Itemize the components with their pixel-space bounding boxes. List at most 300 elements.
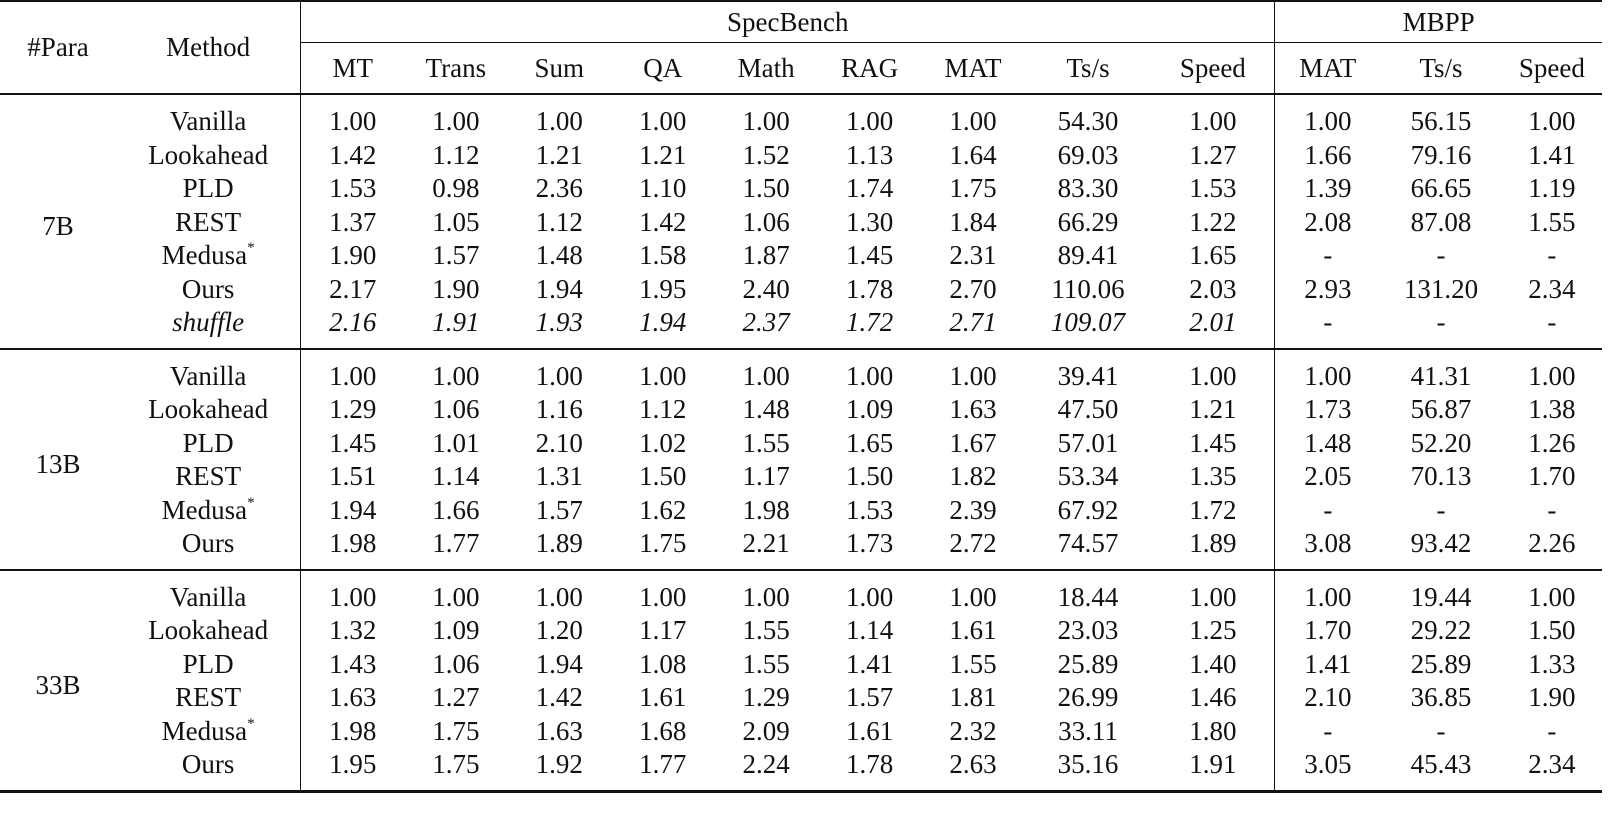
method-cell: [116, 172, 301, 206]
spec-value-cell: 1.00: [639, 581, 687, 612]
spec-value-cell: 1.93: [508, 306, 611, 349]
spec-value-cell: 1.00: [301, 570, 404, 615]
spec-value-cell: 1.65: [845, 427, 894, 458]
mbpp-value-cell: 1.90: [1528, 682, 1576, 713]
spec-value-cell: 2.01: [1151, 306, 1274, 349]
spec-value-cell: 1.00: [742, 360, 790, 391]
spec-value-cell: 0.98: [432, 173, 480, 204]
spec-value-cell: 1.20: [535, 615, 583, 646]
spec-value-cell: 1.98: [301, 715, 404, 749]
spec-value-cell: 1.21: [639, 139, 687, 170]
spec-value-cell: 1.00: [949, 106, 997, 137]
spec-value-cell: 1.41: [845, 648, 894, 679]
spec-value-cell: 1.98: [301, 527, 404, 570]
table-row: [0, 94, 1602, 139]
spec-value-cell: 1.00: [1189, 106, 1237, 137]
method-cell: [116, 715, 301, 749]
spec-value-cell: 1.77: [611, 748, 714, 791]
spec-value-cell: 2.72: [921, 527, 1024, 570]
mbpp-value-cell: 1.00: [1275, 570, 1381, 615]
spec-value-cell: 1.72: [1189, 494, 1237, 525]
method-cell: [116, 648, 301, 682]
spec-value-cell: 33.11: [1058, 715, 1118, 746]
method-cell: [116, 460, 301, 494]
spec-value-cell: 1.00: [742, 581, 790, 612]
spec-value-cell: 1.00: [432, 581, 480, 612]
mbpp-value-cell: 29.22: [1410, 615, 1472, 646]
spec-value-cell: 1.14: [845, 615, 894, 646]
spec-value-cell: 1.00: [535, 106, 583, 137]
mbpp-value-cell: 56.87: [1410, 394, 1472, 425]
spec-value-cell: 1.66: [432, 494, 480, 525]
spec-value-cell: 1.95: [301, 748, 404, 791]
footnote-marker: *: [247, 494, 255, 511]
table-row: [0, 273, 1602, 307]
para-header: #Para: [0, 1, 116, 94]
spec-value-cell: 1.73: [818, 527, 921, 570]
spec-value-cell: 1.57: [845, 682, 894, 713]
spec-value-cell: 2.17: [301, 273, 404, 307]
spec-value-cell: 1.63: [535, 715, 583, 746]
spec-value-cell: 1.52: [742, 139, 790, 170]
spec-value-cell: 1.57: [432, 240, 480, 271]
spec-value-cell: 1.06: [432, 648, 480, 679]
spec-value-cell: 1.53: [1189, 173, 1237, 204]
group-header-row: [0, 1, 1602, 43]
spec-value-cell: 1.78: [818, 748, 921, 791]
spec-value-cell: 2.24: [714, 748, 817, 791]
spec-value-cell: 1.55: [742, 427, 790, 458]
mbpp-value-cell: 1.00: [1275, 349, 1381, 394]
method-label: REST: [175, 206, 242, 237]
method-cell: [116, 570, 301, 615]
mbpp-value-cell: 41.31: [1410, 360, 1472, 391]
mbpp-value-cell: -: [1547, 494, 1557, 525]
spec-value-cell: 1.35: [1189, 461, 1237, 492]
mbpp-value-cell: 1.00: [1528, 106, 1576, 137]
mbpp-value-cell: 3.05: [1275, 748, 1381, 791]
spec-value-cell: 54.30: [1057, 106, 1119, 137]
mbpp-value-cell: -: [1547, 715, 1557, 746]
table-row: [0, 681, 1602, 715]
method-label: Lookahead: [148, 615, 269, 646]
spec-value-cell: 1.61: [845, 715, 894, 746]
mbpp-value-cell: 19.44: [1410, 581, 1472, 612]
method-cell: [116, 239, 301, 273]
method-cell: [116, 427, 301, 461]
mbpp-value-cell: 36.85: [1410, 682, 1472, 713]
spec-value-cell: 1.51: [301, 460, 404, 494]
method-label: PLD: [182, 648, 234, 679]
col-header-spec-math: Math: [714, 43, 817, 95]
spec-value-cell: 1.00: [432, 360, 480, 391]
mbpp-value-cell: -: [1547, 240, 1557, 271]
table-row: [0, 715, 1602, 749]
spec-value-cell: 2.70: [949, 273, 997, 304]
mbpp-value-cell: 1.00: [1275, 94, 1381, 139]
spec-value-cell: 1.00: [845, 360, 894, 391]
mbpp-value-cell: -: [1380, 306, 1501, 349]
mbpp-value-cell: 1.38: [1528, 394, 1576, 425]
spec-value-cell: 1.55: [949, 648, 997, 679]
mbpp-value-cell: 2.93: [1275, 273, 1381, 307]
mbpp-value-cell: 2.34: [1528, 273, 1576, 304]
spec-value-cell: 1.25: [1189, 615, 1237, 646]
spec-value-cell: 57.01: [1057, 427, 1119, 458]
mbpp-value-cell: 45.43: [1380, 748, 1501, 791]
spec-value-cell: 66.29: [1057, 206, 1119, 237]
spec-value-cell: 1.05: [432, 206, 480, 237]
mbpp-value-cell: -: [1275, 715, 1381, 749]
mbpp-value-cell: 1.70: [1528, 461, 1576, 492]
spec-value-cell: 1.80: [1189, 715, 1237, 746]
spec-value-cell: 1.82: [949, 461, 997, 492]
mbpp-value-cell: -: [1502, 306, 1602, 349]
spec-value-cell: 1.00: [639, 360, 687, 391]
method-cell: [116, 306, 301, 349]
spec-value-cell: 2.39: [949, 494, 997, 525]
method-label: shuffle: [172, 307, 245, 338]
spec-value-cell: 1.64: [949, 139, 997, 170]
spec-value-cell: 1.14: [432, 461, 480, 492]
method-cell: [116, 273, 301, 307]
method-label: Vanilla: [169, 106, 247, 137]
spec-value-cell: 1.55: [742, 648, 790, 679]
param-size-cell: 13B: [0, 349, 116, 570]
table-row: [0, 748, 1602, 791]
table-row: [0, 460, 1602, 494]
spec-value-cell: 1.63: [949, 394, 997, 425]
spec-value-cell: 1.90: [432, 273, 480, 304]
method-label: Medusa: [161, 494, 248, 525]
param-size-cell: 33B: [0, 570, 116, 792]
spec-value-cell: 1.46: [1189, 682, 1237, 713]
spec-value-cell: 1.00: [301, 349, 404, 394]
col-header-spec-mt: MT: [301, 43, 404, 95]
spec-value-cell: 1.53: [301, 172, 404, 206]
table-row: [0, 206, 1602, 240]
spec-value-cell: 1.00: [432, 106, 480, 137]
spec-value-cell: 1.00: [301, 94, 404, 139]
spec-value-cell: 1.65: [1189, 240, 1237, 271]
spec-value-cell: 1.61: [639, 682, 687, 713]
spec-value-cell: 1.00: [535, 581, 583, 612]
spec-value-cell: 1.17: [742, 461, 790, 492]
spec-value-cell: 1.37: [301, 206, 404, 240]
table-row: [0, 494, 1602, 528]
spec-value-cell: 67.92: [1057, 494, 1119, 525]
spec-value-cell: 1.27: [432, 682, 480, 713]
method-cell: [116, 527, 301, 570]
spec-value-cell: 1.00: [949, 360, 997, 391]
spec-value-cell: 47.50: [1057, 394, 1119, 425]
spec-value-cell: 1.17: [639, 615, 687, 646]
spec-value-cell: 1.13: [845, 139, 894, 170]
mbpp-value-cell: 2.10: [1275, 681, 1381, 715]
spec-value-cell: 18.44: [1057, 581, 1119, 612]
spec-value-cell: 1.00: [742, 106, 790, 137]
spec-value-cell: 1.77: [404, 527, 507, 570]
method-label: PLD: [182, 427, 234, 458]
table-row: [0, 306, 1602, 349]
col-header-spec-speed: Speed: [1151, 43, 1274, 95]
table-row: [0, 239, 1602, 273]
spec-value-cell: 1.21: [535, 139, 583, 170]
spec-value-cell: 1.29: [301, 393, 404, 427]
mbpp-value-cell: -: [1275, 239, 1381, 273]
mbpp-value-cell: 1.66: [1275, 139, 1381, 173]
spec-value-cell: 1.74: [845, 173, 894, 204]
spec-value-cell: 1.67: [949, 427, 997, 458]
param-size-cell: 7B: [0, 94, 116, 349]
mbpp-value-cell: 131.20: [1403, 273, 1479, 304]
method-label: REST: [175, 461, 242, 492]
mbpp-value-cell: 1.39: [1275, 172, 1381, 206]
table-row: [0, 614, 1602, 648]
mbpp-value-cell: -: [1275, 494, 1381, 528]
col-header-mbpp-ts-s: Ts/s: [1380, 43, 1501, 95]
mbpp-value-cell: 66.65: [1410, 173, 1472, 204]
method-label: REST: [175, 682, 242, 713]
spec-value-cell: 89.41: [1057, 240, 1119, 271]
spec-value-cell: 1.89: [1151, 527, 1274, 570]
method-header: Method: [116, 1, 301, 94]
col-header-mbpp-speed: Speed: [1502, 43, 1602, 95]
mbpp-value-cell: 1.00: [1528, 581, 1576, 612]
spec-value-cell: 1.94: [535, 273, 583, 304]
spec-value-cell: 1.68: [639, 715, 687, 746]
spec-value-cell: 1.31: [535, 461, 583, 492]
spec-value-cell: 1.22: [1189, 206, 1237, 237]
spec-value-cell: 74.57: [1025, 527, 1152, 570]
spec-value-cell: 2.71: [921, 306, 1024, 349]
table-body: [0, 94, 1602, 791]
table-row: [0, 427, 1602, 461]
spec-value-cell: 1.00: [845, 106, 894, 137]
spec-value-cell: 1.10: [639, 173, 687, 204]
mbpp-value-cell: 1.48: [1275, 427, 1381, 461]
spec-value-cell: 1.21: [1189, 394, 1237, 425]
spec-value-cell: 2.36: [535, 173, 583, 204]
method-label: PLD: [182, 173, 234, 204]
mbpp-value-cell: 25.89: [1410, 648, 1472, 679]
method-cell: [116, 494, 301, 528]
mbpp-value-cell: -: [1275, 306, 1381, 349]
spec-value-cell: 1.57: [535, 494, 583, 525]
mbpp-value-cell: 70.13: [1410, 461, 1472, 492]
spec-value-cell: 1.90: [301, 239, 404, 273]
spec-value-cell: 2.16: [301, 306, 404, 349]
mbpp-value-cell: 1.41: [1275, 648, 1381, 682]
spec-value-cell: 1.89: [508, 527, 611, 570]
spec-value-cell: 83.30: [1057, 173, 1119, 204]
table-row: [0, 527, 1602, 570]
spec-value-cell: 1.75: [404, 748, 507, 791]
spec-value-cell: 1.50: [845, 461, 894, 492]
spec-value-cell: 1.48: [742, 394, 790, 425]
spec-value-cell: 1.00: [949, 581, 997, 612]
mbpp-value-cell: 3.08: [1275, 527, 1381, 570]
mbpp-value-cell: 1.70: [1275, 614, 1381, 648]
spec-value-cell: 2.21: [714, 527, 817, 570]
spec-value-cell: 1.45: [1189, 427, 1237, 458]
spec-value-cell: 109.07: [1025, 306, 1152, 349]
spec-value-cell: 1.55: [742, 615, 790, 646]
method-label: Ours: [181, 749, 235, 780]
mbpp-value-cell: -: [1436, 240, 1446, 271]
method-cell: [116, 393, 301, 427]
method-label: Medusa: [161, 240, 248, 271]
col-header-spec-mat: MAT: [921, 43, 1024, 95]
spec-value-cell: 1.75: [611, 527, 714, 570]
method-cell: [116, 349, 301, 394]
mbpp-value-cell: 1.55: [1528, 206, 1576, 237]
method-label: Lookahead: [148, 394, 269, 425]
spec-value-cell: 1.81: [949, 682, 997, 713]
mbpp-value-cell: 2.08: [1275, 206, 1381, 240]
spec-value-cell: 1.01: [432, 427, 480, 458]
footnote-marker: *: [247, 715, 255, 732]
mbpp-group-header: MBPP: [1275, 1, 1602, 43]
spec-value-cell: 1.27: [1189, 139, 1237, 170]
spec-value-cell: 1.62: [639, 494, 687, 525]
spec-value-cell: 1.32: [301, 614, 404, 648]
spec-value-cell: 1.09: [432, 615, 480, 646]
spec-value-cell: 1.95: [639, 273, 687, 304]
method-cell: [116, 139, 301, 173]
spec-value-cell: 1.06: [742, 206, 790, 237]
mbpp-value-cell: 1.50: [1528, 615, 1576, 646]
spec-value-cell: 110.06: [1051, 273, 1125, 304]
spec-value-cell: 39.41: [1057, 360, 1119, 391]
method-label: Vanilla: [169, 360, 247, 391]
mbpp-value-cell: 87.08: [1410, 206, 1472, 237]
spec-value-cell: 1.00: [1189, 581, 1237, 612]
spec-value-cell: 1.45: [301, 427, 404, 461]
mbpp-value-cell: 56.15: [1410, 106, 1472, 137]
footnote-marker: *: [247, 240, 255, 257]
mbpp-value-cell: -: [1436, 715, 1446, 746]
spec-value-cell: 1.16: [535, 394, 583, 425]
spec-value-cell: 2.40: [742, 273, 790, 304]
spec-value-cell: 1.02: [639, 427, 687, 458]
method-label: Lookahead: [148, 139, 269, 170]
spec-value-cell: 1.09: [845, 394, 894, 425]
spec-value-cell: 1.53: [845, 494, 894, 525]
spec-value-cell: 1.42: [639, 206, 687, 237]
table-row: [0, 172, 1602, 206]
spec-value-cell: 1.45: [845, 240, 894, 271]
mbpp-value-cell: 52.20: [1410, 427, 1472, 458]
spec-value-cell: 1.61: [949, 615, 997, 646]
spec-value-cell: 2.31: [949, 240, 997, 271]
table-row: [0, 393, 1602, 427]
method-label: Medusa: [161, 715, 248, 746]
method-cell: [116, 614, 301, 648]
table-row: [0, 139, 1602, 173]
spec-value-cell: 2.09: [742, 715, 790, 746]
spec-value-cell: 1.58: [639, 240, 687, 271]
method-cell: [116, 206, 301, 240]
spec-value-cell: 1.50: [742, 173, 790, 204]
spec-value-cell: 2.03: [1189, 273, 1237, 304]
spec-value-cell: 2.37: [714, 306, 817, 349]
spec-value-cell: 1.08: [639, 648, 687, 679]
col-header-spec-ts-s: Ts/s: [1025, 43, 1152, 95]
spec-value-cell: 1.75: [949, 173, 997, 204]
spec-value-cell: 1.29: [742, 682, 790, 713]
col-header-spec-qa: QA: [611, 43, 714, 95]
spec-value-cell: 1.42: [301, 139, 404, 173]
spec-value-cell: 69.03: [1057, 139, 1119, 170]
spec-value-cell: 1.92: [508, 748, 611, 791]
spec-value-cell: 2.32: [949, 715, 997, 746]
spec-value-cell: 1.40: [1189, 648, 1237, 679]
table-row: [0, 648, 1602, 682]
spec-value-cell: 1.00: [1189, 360, 1237, 391]
spec-value-cell: 25.89: [1057, 648, 1119, 679]
spec-value-cell: 1.63: [301, 681, 404, 715]
spec-value-cell: 1.42: [535, 682, 583, 713]
col-header-spec-rag: RAG: [818, 43, 921, 95]
method-cell: [116, 681, 301, 715]
table-row: [0, 349, 1602, 394]
spec-value-cell: 1.84: [949, 206, 997, 237]
spec-value-cell: 1.00: [845, 581, 894, 612]
mbpp-value-cell: 2.26: [1502, 527, 1602, 570]
method-label: Ours: [181, 528, 235, 559]
spec-value-cell: 1.48: [535, 240, 583, 271]
spec-value-cell: 1.94: [611, 306, 714, 349]
method-label: Ours: [181, 273, 235, 304]
mbpp-value-cell: 2.34: [1502, 748, 1602, 791]
mbpp-value-cell: 1.41: [1528, 139, 1576, 170]
method-cell: [116, 94, 301, 139]
mbpp-value-cell: 1.73: [1275, 393, 1381, 427]
spec-value-cell: 2.63: [921, 748, 1024, 791]
mbpp-value-cell: 1.26: [1528, 427, 1576, 458]
spec-value-cell: 1.43: [301, 648, 404, 682]
spec-value-cell: 1.50: [639, 461, 687, 492]
mbpp-value-cell: -: [1436, 494, 1446, 525]
method-cell: [116, 748, 301, 791]
method-label: Vanilla: [169, 581, 247, 612]
spec-value-cell: 1.94: [301, 494, 404, 528]
spec-value-cell: 1.12: [639, 394, 687, 425]
spec-value-cell: 1.91: [404, 306, 507, 349]
spec-value-cell: 1.00: [639, 106, 687, 137]
mbpp-value-cell: 2.05: [1275, 460, 1381, 494]
spec-value-cell: 1.75: [432, 715, 480, 746]
spec-value-cell: 1.00: [535, 360, 583, 391]
mbpp-value-cell: 1.19: [1528, 173, 1576, 204]
table-row: [0, 570, 1602, 615]
spec-value-cell: 1.72: [818, 306, 921, 349]
specbench-group-header: SpecBench: [301, 1, 1275, 43]
col-header-spec-sum: Sum: [508, 43, 611, 95]
spec-value-cell: 1.12: [432, 139, 480, 170]
mbpp-value-cell: 1.00: [1528, 360, 1576, 391]
spec-value-cell: 35.16: [1025, 748, 1152, 791]
col-header-spec-trans: Trans: [404, 43, 507, 95]
spec-value-cell: 1.78: [845, 273, 894, 304]
mbpp-value-cell: 93.42: [1380, 527, 1501, 570]
spec-value-cell: 23.03: [1057, 615, 1119, 646]
spec-value-cell: 1.91: [1151, 748, 1274, 791]
spec-value-cell: 1.87: [742, 240, 790, 271]
spec-value-cell: 26.99: [1057, 682, 1119, 713]
spec-value-cell: 1.98: [742, 494, 790, 525]
